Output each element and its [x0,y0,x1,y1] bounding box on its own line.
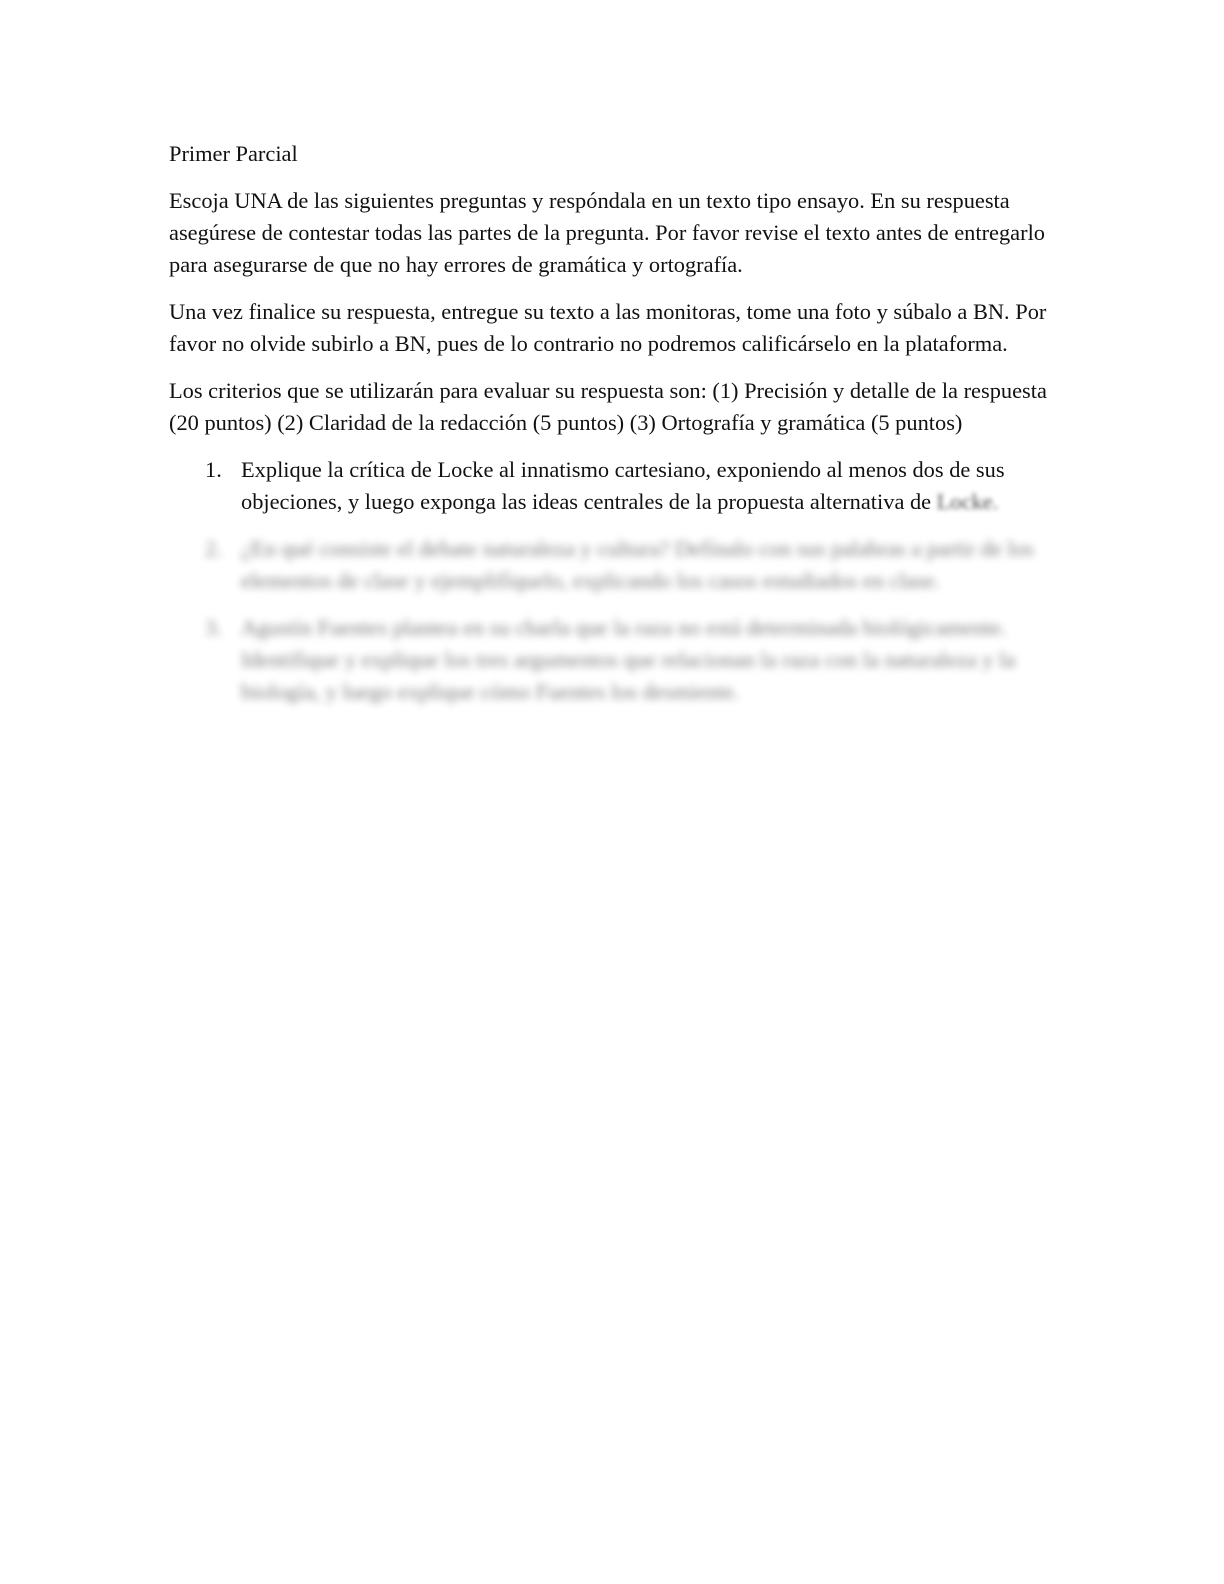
question-item-2 [169,533,1049,597]
question-text-blurred-tail: Locke. [936,489,999,514]
instructions-paragraph: Escoja UNA de las siguientes preguntas y respóndala en un texto tipo ensayo. En su respuesta asegúrese de contestar todas las partes de la pregunta. Por favor revise el texto antes de entregarlo para asegurarse de que no hay errores de gramática y ortografía. [169,188,1045,277]
question-item-3 [169,612,1049,708]
question-text: ¿En qué consiste el debate naturaleza y cultura? Defínalo con sus palabras a partir de los elementos de clase y ejemplifíquelo, explicando los casos estudiados en clase. [241,536,1034,593]
submission-paragraph: Una vez finalice su respuesta, entregue su texto a las monitoras, tome una foto y súbalo a BN. Por favor no olvide subirlo a BN, pues de lo contrario no podremos calificárselo en la plataforma. [169,299,1047,356]
question-text: Agustín Fuentes plantea en su charla que la raza no está determinada biológicamente. Identifique y explique los tres argumentos que relacionan la raza con la naturaleza y la biología, y luego explique cómo Fuentes los desmiente. [241,615,1016,704]
question-number: 3. [205,615,222,640]
question-number: 2. [205,536,222,561]
document-title: Primer Parcial [169,141,298,166]
document-body [169,138,1049,723]
question-item-1 [169,454,1049,518]
questions-list [169,454,1049,708]
question-number: 1. [205,457,222,482]
question-text: Explique la crítica de Locke al innatismo cartesiano, exponiendo al menos dos de sus objeciones, y luego exponga las ideas centrales de la propuesta alternativa de [241,457,1005,514]
criteria-paragraph: Los criterios que se utilizarán para evaluar su respuesta son: (1) Precisión y detalle de la respuesta (20 puntos) (2) Claridad de la redacción (5 puntos) (3) Ortografía y gramática (5 puntos) [169,378,1047,435]
